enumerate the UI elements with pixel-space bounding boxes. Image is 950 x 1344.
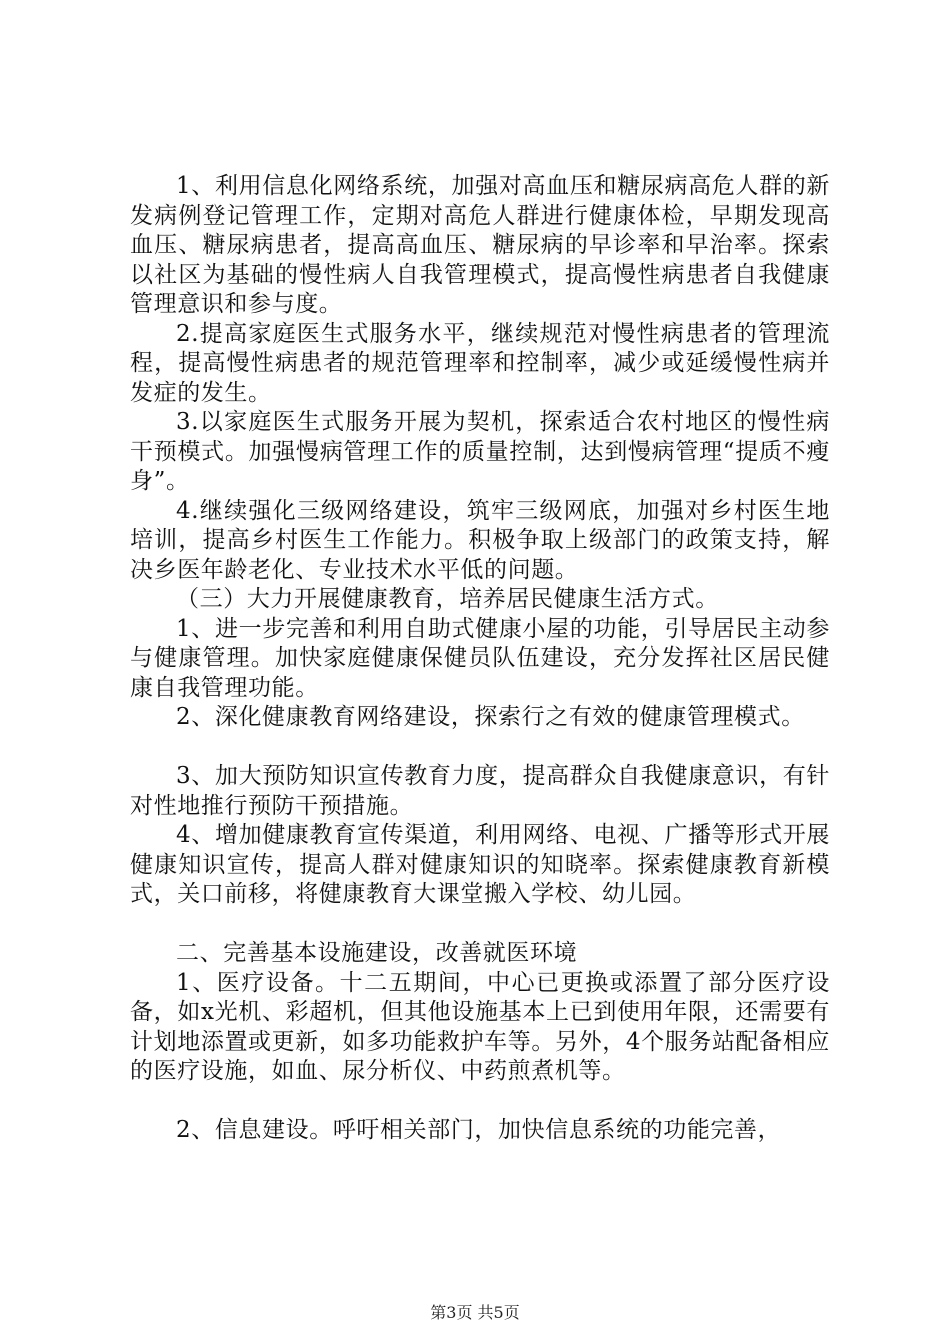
paragraph-5: 1、进一步完善和利用自助式健康小屋的功能，引导居民主动参与健康管理。加快家庭健康保健员队伍建设，充分发挥社区居民健康自我管理功能。 — [130, 615, 830, 701]
paragraph-9: 1、医疗设备。十二五期间，中心已更换或添置了部分医疗设备，如x光机、彩超机，但其他设施基本上已到使用年限，还需要有计划地添置或更新，如多功能救护车等。另外，4个服务站配备相应的医疗设施，如血、尿分析仪、中药煎煮机等。 — [130, 969, 830, 1084]
paragraph-7: 3、加大预防知识宣传教育力度，提高群众自我健康意识，有针对性地推行预防干预措施。 — [130, 763, 830, 819]
paragraph-1: 1、利用信息化网络系统，加强对高血压和糖尿病高危人群的新发病例登记管理工作，定期对高危人群进行健康体检，早期发现高血压、糖尿病患者，提高高血压、糖尿病的早诊率和早治率。探索以社区为基础的慢性病人自我管理模式，提高慢性病患者自我健康管理意识和参与度。 — [130, 173, 830, 317]
paragraph-10: 2、信息建设。呼吁相关部门，加快信息系统的功能完善， — [176, 1117, 782, 1143]
paragraph-8: 4、增加健康教育宣传渠道，利用网络、电视、广播等形式开展健康知识宣传，提高人群对健康知识的知晓率。探索健康教育新模式，关口前移，将健康教育大课堂搬入学校、幼儿园。 — [130, 822, 830, 907]
section-heading-2: 二、完善基本设施建设，改善就医环境 — [176, 940, 578, 966]
section-heading-3: （三）大力开展健康教育，培养居民健康生活方式。 — [176, 586, 719, 612]
page-number-footer: 第3页 共5页 — [430, 1303, 520, 1322]
document-body — [130, 172, 830, 1146]
paragraph-2: 2.提高家庭医生式服务水平，继续规范对慢性病患者的管理流程，提高慢性病患者的规范管理率和控制率，减少或延缓慢性病并发症的发生。 — [130, 320, 830, 406]
paragraph-4: 4.继续强化三级网络建设，筑牢三级网底，加强对乡村医生地培训，提高乡村医生工作能力。积极争取上级部门的政策支持，解决乡医年龄老化、专业技术水平低的问题。 — [130, 497, 830, 583]
paragraph-6: 2、深化健康教育网络建设，探索行之有效的健康管理模式。 — [176, 704, 805, 730]
paragraph-3: 3.以家庭医生式服务开展为契机，探索适合农村地区的慢性病干预模式。加强慢病管理工作的质量控制，达到慢病管理“提质不瘦身”。 — [130, 409, 830, 494]
